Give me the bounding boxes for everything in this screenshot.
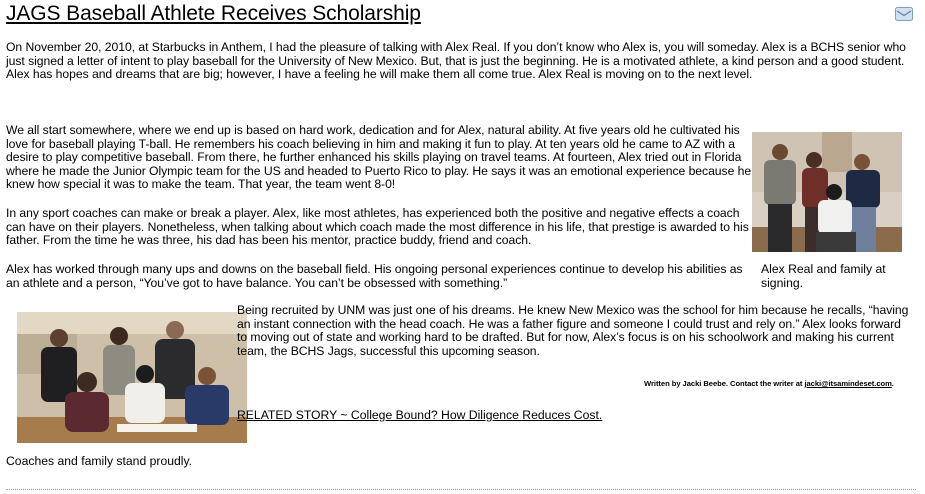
divider [6, 489, 916, 490]
byline [644, 379, 894, 388]
byline-suffix: . [891, 379, 894, 388]
byline-prefix: Written by Jacki Beebe. Contact the writer at [644, 379, 805, 388]
photo-caption-2: Coaches and family stand proudly. [6, 454, 193, 468]
article-paragraph-3: In any sport coaches can make or break a player. Alex, like most athletes, has experienced both the positive and negative effects a coach can have on their players. Nonetheless, when talking about which coach made the most difference in his life, that prestige is awarded to his father. From the time he was three, his dad has been his mentor, practice buddy, friend and coach. [6, 206, 749, 248]
photo-caption: Alex Real and family at signing. [761, 262, 886, 290]
article-paragraph-2: We all start somewhere, where we end up is based on hard work, dedication and for Alex, natural ability. At five years old he cultivated his love for baseball playing T-ball. He remembers his coach believing in him and making it fun to play. At ten years old he came to AZ with a desire to play competitive baseball. From there, he further enhanced his skills playing on travel teams. At fourteen, Alex tried out in Florida where he made the Junior Olympic team for the US and headed to Puerto Rico to play. He says it was an emotional experience because he knew how special it was to make the team. That year, the team went 8-0! [6, 123, 752, 192]
envelope-icon[interactable] [895, 7, 913, 21]
article-paragraph-1: On November 20, 2010, at Starbucks in Anthem, I had the pleasure of talking with Alex Real. If you don’t know who Alex is, you will someday. Alex is a BCHS senior who just signed a letter of intent to play baseball for the University of New Mexico. But, that is just the beginning. He is a motivated athlete, a kind person and a good student. Alex has hopes and dreams that are big; however, I have a feeling he will make them all come true. Alex Real is moving on to the next level. [6, 40, 906, 82]
article-paragraph-5: Being recruited by UNM was just one of his dreams. He knew New Mexico was the school for him because he recalls, “having an instant connection with the head coach. He was a father figure and someone I could trust and rely on.” Alex looks forward to moving out of state and working hard to be drafted. But for now, Alex’s focus is on his schoolwork and making his current team, the BCHS Jags, successful this upcoming season. [237, 303, 909, 358]
article-title: JAGS Baseball Athlete Receives Scholarship [6, 2, 421, 25]
article-paragraph-4: Alex has worked through many ups and downs on the baseball field. His ongoing personal experiences continue to develop his abilities as an athlete and a person, “You’ve got to have balance. You can’t be obsessed with something.” [6, 262, 743, 290]
family-signing-photo [752, 132, 902, 252]
writer-email-link[interactable]: jacki@itsamindeset.com [804, 379, 892, 388]
coaches-family-photo [17, 312, 247, 443]
related-story-link[interactable]: RELATED STORY ~ College Bound? How Diligence Reduces Cost. [237, 408, 603, 422]
